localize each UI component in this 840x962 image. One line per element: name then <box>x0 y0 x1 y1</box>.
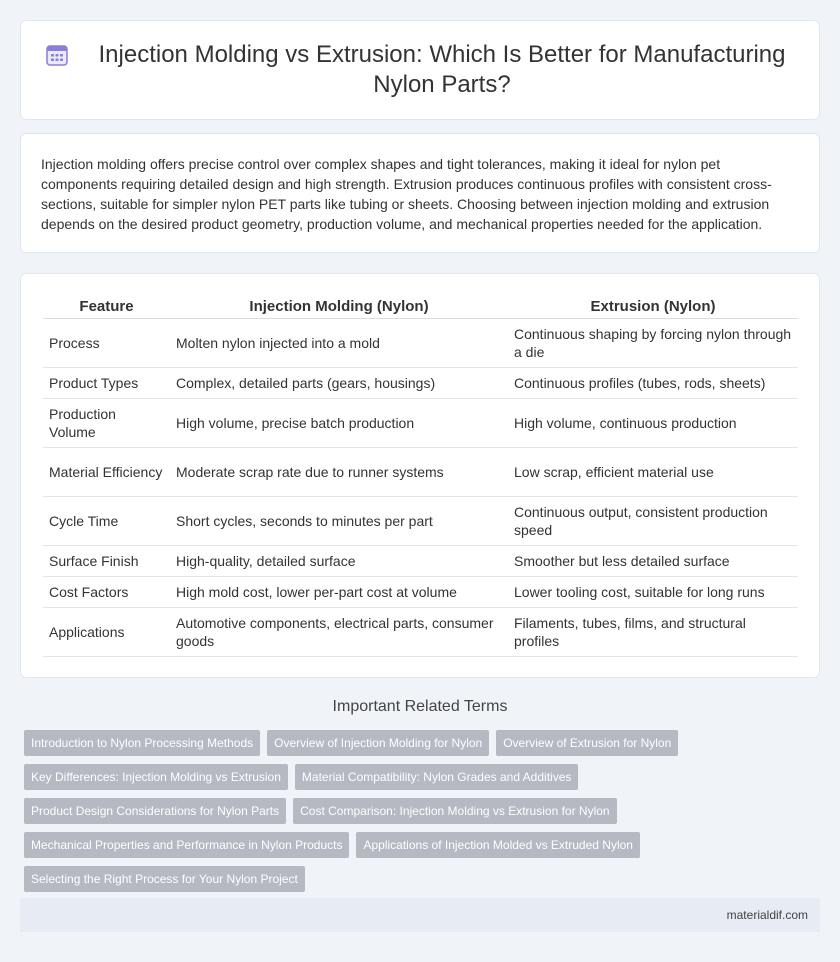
related-term-tag[interactable]: Cost Comparison: Injection Molding vs Extrusion for Nylon <box>293 798 616 824</box>
extrusion-cell: Lower tooling cost, suitable for long runs <box>508 576 798 607</box>
table-row <box>43 496 798 545</box>
injection-cell: Moderate scrap rate due to runner systems <box>170 447 508 496</box>
injection-cell: Automotive components, electrical parts, consumer goods <box>170 607 508 656</box>
related-term-tag[interactable]: Product Design Considerations for Nylon Parts <box>24 798 286 824</box>
table-row <box>43 367 798 398</box>
calendar-grid-icon <box>45 43 69 67</box>
related-terms-title: Important Related Terms <box>332 698 508 715</box>
table-row <box>43 398 798 447</box>
related-term-tag[interactable]: Overview of Injection Molding for Nylon <box>267 730 489 756</box>
related-term-tag[interactable]: Material Compatibility: Nylon Grades and Additives <box>295 764 578 790</box>
table-row <box>43 447 798 496</box>
intro-paragraph: Injection molding offers precise control over complex shapes and tight tolerances, making it ideal for nylon pet components requiring detailed design and high strength. Extrusion produces continuous profiles with consistent cross-sections, suitable for simpler nylon PET parts like tubing or sheets. Choosing between injection molding and extrusion depends on the desired product geometry, production volume, and mechanical properties needed for the application. <box>41 156 772 232</box>
related-term-tag[interactable]: Key Differences: Injection Molding vs Extrusion <box>24 764 288 790</box>
table-row <box>43 607 798 656</box>
feature-cell: Applications <box>43 607 170 656</box>
related-terms-tags <box>20 730 820 892</box>
header-injection-molding: Injection Molding (Nylon) <box>170 296 508 318</box>
feature-cell: Production Volume <box>43 398 170 447</box>
intro-card <box>20 133 820 253</box>
header-card <box>20 20 820 120</box>
comparison-table-card <box>20 273 820 678</box>
feature-cell: Cycle Time <box>43 496 170 545</box>
footer-site-link[interactable]: materialdif.com <box>726 908 808 922</box>
feature-cell: Product Types <box>43 367 170 398</box>
table-row <box>43 318 798 367</box>
page-title: Injection Molding vs Extrusion: Which Is Better for Manufacturing Nylon Parts? <box>98 41 786 98</box>
injection-cell: High volume, precise batch production <box>170 398 508 447</box>
injection-cell: High mold cost, lower per-part cost at volume <box>170 576 508 607</box>
header-feature: Feature <box>43 296 170 318</box>
extrusion-cell: Low scrap, efficient material use <box>508 447 798 496</box>
feature-cell: Cost Factors <box>43 576 170 607</box>
related-term-tag[interactable]: Applications of Injection Molded vs Extruded Nylon <box>356 832 639 858</box>
related-terms-section <box>20 698 820 892</box>
injection-cell: Molten nylon injected into a mold <box>170 318 508 367</box>
feature-cell: Material Efficiency <box>43 447 170 496</box>
extrusion-cell: Continuous profiles (tubes, rods, sheets) <box>508 367 798 398</box>
extrusion-cell: High volume, continuous production <box>508 398 798 447</box>
feature-cell: Surface Finish <box>43 545 170 576</box>
injection-cell: Complex, detailed parts (gears, housings) <box>170 367 508 398</box>
extrusion-cell: Smoother but less detailed surface <box>508 545 798 576</box>
table-header-row <box>43 296 798 318</box>
related-term-tag[interactable]: Mechanical Properties and Performance in Nylon Products <box>24 832 349 858</box>
extrusion-cell: Continuous output, consistent production speed <box>508 496 798 545</box>
related-term-tag[interactable]: Selecting the Right Process for Your Nylon Project <box>24 866 305 892</box>
injection-cell: Short cycles, seconds to minutes per part <box>170 496 508 545</box>
feature-cell: Process <box>43 318 170 367</box>
footer <box>20 898 820 932</box>
extrusion-cell: Filaments, tubes, films, and structural profiles <box>508 607 798 656</box>
table-row <box>43 545 798 576</box>
related-term-tag[interactable]: Overview of Extrusion for Nylon <box>496 730 678 756</box>
injection-cell: High-quality, detailed surface <box>170 545 508 576</box>
table-row <box>43 576 798 607</box>
header-extrusion: Extrusion (Nylon) <box>508 296 798 318</box>
extrusion-cell: Continuous shaping by forcing nylon through a die <box>508 318 798 367</box>
comparison-table <box>43 296 798 657</box>
related-term-tag[interactable]: Introduction to Nylon Processing Methods <box>24 730 260 756</box>
